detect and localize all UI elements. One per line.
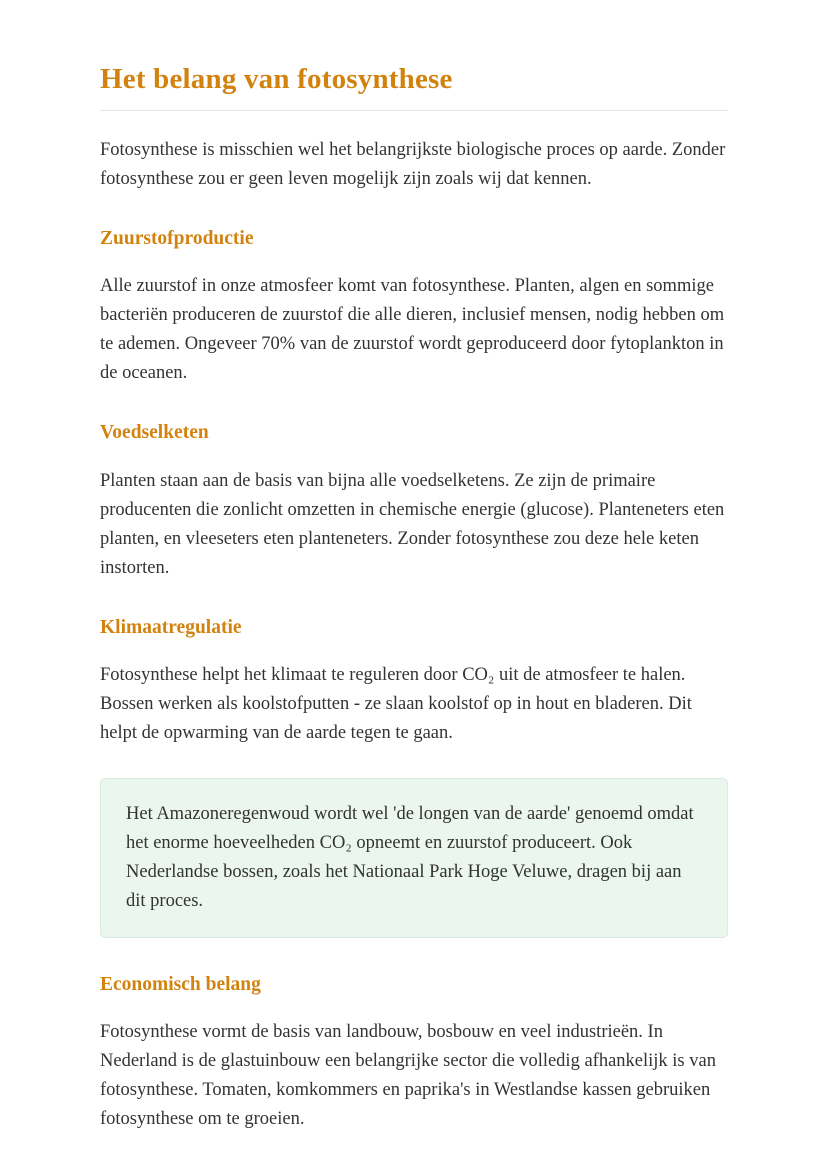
- section-heading-zuurstofproductie: Zuurstofproductie: [100, 227, 254, 249]
- section-paragraph-klimaatregulatie: Fotosynthese helpt het klimaat te reguleren door CO₂ uit de atmosfeer te halen. Bossen werken als koolstofputten - ze slaan koolstof op in hout en bladeren. Dit helpt de opwarming van de aarde tegen te gaan.: [100, 664, 692, 743]
- section-heading-voedselketen: Voedselketen: [100, 422, 209, 444]
- callout-text: Het Amazoneregenwoud wordt wel 'de longen van de aarde' genoemd omdat het enorme hoeveelheden CO₂ opneemt en zuurstof produceert. Ook Nederlandse bossen, zoals het Nationaal Park Hoge Veluwe, dragen bij aan dit proces.: [126, 803, 694, 911]
- page-title: Het belang van fotosynthese: [100, 63, 453, 95]
- callout-box: [100, 778, 728, 938]
- section-paragraph-economisch-belang: Fotosynthese vormt de basis van landbouw, bosbouw en veel industrieën. In Nederland is de glastuinbouw een belangrijke sector die volledig afhankelijk is van fotosynthese. Tomaten, komkommers en paprika's in Westlandse kassen gebruiken fotosynthese om te groeien.: [100, 1022, 716, 1130]
- title-divider: [100, 110, 728, 111]
- section-paragraph-voedselketen: Planten staan aan de basis van bijna alle voedselketens. Ze zijn de primaire producenten die zonlicht omzetten in chemische energie (glucose). Planteneters eten planten, en vleeseters eten planteneters. Zonder fotosynthese zou deze hele keten instorten.: [100, 470, 725, 578]
- section-paragraph-zuurstofproductie: Alle zuurstof in onze atmosfeer komt van fotosynthese. Planten, algen en sommige bacteriën produceren de zuurstof die alle dieren, inclusief mensen, nodig hebben om te ademen. Ongeveer 70% van de zuurstof wordt geproduceerd door fytoplankton in de oceanen.: [100, 276, 725, 384]
- section-heading-economisch-belang: Economisch belang: [100, 973, 261, 995]
- section-heading-klimaatregulatie: Klimaatregulatie: [100, 616, 242, 638]
- intro-paragraph: Fotosynthese is misschien wel het belangrijkste biologische proces op aarde. Zonder fotosynthese zou er geen leven mogelijk zijn zoals wij dat kennen.: [100, 139, 726, 189]
